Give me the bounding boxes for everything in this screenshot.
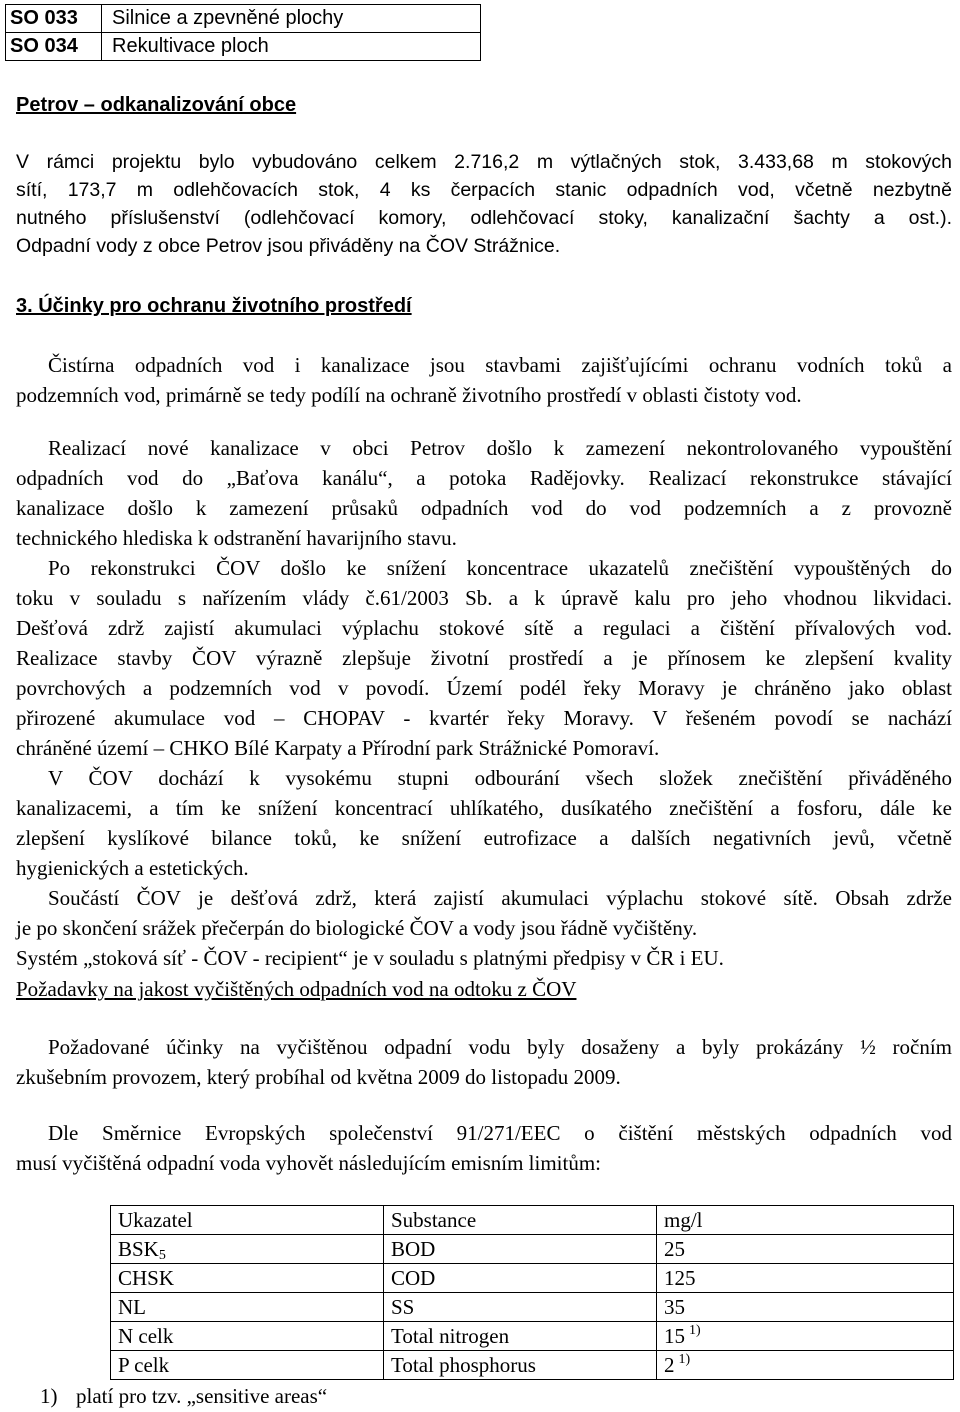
paragraph-line: musí vyčištěná odpadní voda vyhovět následujícím emisním limitům: (16, 1151, 602, 1175)
paragraph-line: Dle Směrnice Evropských společenství 91/271/EEC o čištění městských odpadních vod (48, 1121, 952, 1145)
paragraph-line: zkušebním provozem, který probíhal od května 2009 do listopadu 2009. (16, 1065, 621, 1089)
table-row (111, 1235, 954, 1264)
section3-paragraph-2 (16, 433, 952, 973)
footnote-number: 1) (40, 1384, 58, 1408)
paragraph-line: technického hlediska k odstranění havarijního stavu. (16, 526, 457, 550)
paragraph-line: odpadních vod do „Baťova kanálu“, a potoka Radějovky. Realizací rekonstrukce stávající (16, 466, 952, 490)
paragraph-line: chráněné území – CHKO Bílé Karpaty a Přírodní park Strážnické Pomoraví. (16, 736, 660, 760)
column-header: mg/l (657, 1206, 954, 1235)
paragraph-line: kanalizacemi, a tím ke snížení koncentrací uhlíkatého, dusíkatého znečištění a fosforu, dále ke (16, 796, 952, 820)
paragraph-line: je po skončení srážek přečerpán do biologické ČOV a vody jsou řádně vyčištěny. (16, 916, 698, 940)
footnote-text: platí pro tzv. „sensitive areas“ (76, 1384, 328, 1408)
requirements-heading: Požadavky na jakost vyčištěných odpadních vod na odtoku z ČOV (16, 977, 577, 1001)
table-row (111, 1264, 954, 1293)
so-table (5, 4, 481, 61)
paragraph-line: sítí, 173,7 m odlehčovacích stok, 4 ks čerpacích stanic odpadních vod, včetně nezbytně (16, 179, 952, 201)
paragraph-line: povrchových a podzemních vod v povodí. Území podél řeky Moravy je chráněno jako oblast (16, 676, 952, 700)
paragraph-line: Dešťová zdrž zajistí akumulaci výplachu stokové sítě a regulaci a čištění přívalových vod. (16, 616, 952, 640)
table-row (111, 1293, 954, 1322)
paragraph-line: V ČOV dochází k vysokému stupni odbourání všech složek znečištění přiváděného (48, 766, 952, 790)
table-row (111, 1322, 954, 1351)
paragraph-line: přirozené akumulace vod – CHOPAV - kvartér řeky Moravy. V řešeném povodí se nachází (16, 706, 952, 730)
ukazatel-text: BSK (118, 1237, 159, 1261)
paragraph-line: Odpadní vody z obce Petrov jsou přiváděny na ČOV Strážnice. (16, 235, 561, 257)
paragraph-line: Požadované účinky na vyčištěnou odpadní vodu byly dosaženy a byly prokázány ½ ročním (48, 1035, 952, 1059)
footnote (40, 1384, 327, 1409)
section3-heading: 3. Účinky pro ochranu životního prostředí (16, 295, 412, 317)
substance-cell: BOD (384, 1235, 657, 1264)
ukazatel-cell: CHSK (111, 1264, 384, 1293)
substance-cell: SS (384, 1293, 657, 1322)
paragraph-line: zlepšení kyslíkové bilance toků, ke snížení eutrofizace a dalších negativních jevů, včetně (16, 826, 952, 850)
so-code: SO 034 (6, 33, 102, 61)
paragraph-line: Čistírna odpadních vod i kanalizace jsou stavbami zajišťujícími ochranu vodních toků a (48, 353, 952, 377)
paragraph-line: toku v souladu s nařízením vlády č.61/2003 Sb. a k úpravě kalu pro jeho vhodnou likvidaci. (16, 586, 952, 610)
ukazatel-cell: P celk (111, 1351, 384, 1380)
paragraph-line: Součástí ČOV je dešťová zdrž, která zajistí akumulaci výplachu stokové sítě. Obsah zdrže (48, 886, 952, 910)
paragraph-line: Realizací nové kanalizace v obci Petrov došlo k zamezení nekontrolovaného vypouštění (48, 436, 952, 460)
ukazatel-cell: N celk (111, 1322, 384, 1351)
footnote-ref: 1) (678, 1352, 691, 1367)
petrov-paragraph (16, 148, 952, 260)
table-row (111, 1351, 954, 1380)
paragraph-line: Po rekonstrukci ČOV došlo ke snížení koncentrace ukazatelů znečištění vypouštěných do (48, 556, 952, 580)
substance-cell: COD (384, 1264, 657, 1293)
value-text: 15 (664, 1324, 685, 1348)
table-header-row (111, 1206, 954, 1235)
so-table-row (6, 33, 481, 61)
value-cell (657, 1322, 954, 1351)
ukazatel-subscript: 5 (158, 1248, 166, 1263)
value-cell (657, 1351, 954, 1380)
emission-limits-table (110, 1205, 954, 1380)
ukazatel-cell (111, 1235, 384, 1264)
petrov-heading: Petrov – odkanalizování obce (16, 94, 297, 116)
value-text: 25 (664, 1237, 685, 1261)
paragraph-line: Realizace stavby ČOV výrazně zlepšuje životní prostředí a je přínosem ke zlepšení kvality (16, 646, 952, 670)
paragraph-line: hygienických a estetických. (16, 856, 249, 880)
substance-cell: Total phosphorus (384, 1351, 657, 1380)
paragraph-line: nutného příslušenství (odlehčovací komory, odlehčovací stoky, kanalizační šachty a ost.). (16, 207, 952, 229)
value-cell: 125 (657, 1264, 954, 1293)
so-table-row (6, 5, 481, 33)
value-text: 2 (664, 1353, 675, 1377)
value-cell (657, 1235, 954, 1264)
ukazatel-cell: NL (111, 1293, 384, 1322)
section3-paragraph-1 (16, 350, 952, 410)
paragraph-line: V rámci projektu bylo vybudováno celkem 2.716,2 m výtlačných stok, 3.433,68 m stokových (16, 151, 952, 173)
so-name: Silnice a zpevněné plochy (102, 5, 481, 33)
so-name: Rekultivace ploch (102, 33, 481, 61)
requirements-paragraph-1 (16, 1032, 952, 1092)
substance-cell: Total nitrogen (384, 1322, 657, 1351)
requirements-paragraph-2 (16, 1118, 952, 1178)
paragraph-line: kanalizace došlo k zamezení průsaků odpadních vod do vod podzemních a z provozně (16, 496, 952, 520)
value-cell: 35 (657, 1293, 954, 1322)
so-code: SO 033 (6, 5, 102, 33)
column-header: Substance (384, 1206, 657, 1235)
column-header: Ukazatel (111, 1206, 384, 1235)
footnote-ref: 1) (689, 1323, 701, 1338)
paragraph-line: Systém „stoková síť - ČOV - recipient“ je v souladu s platnými předpisy v ČR i EU. (16, 946, 724, 970)
paragraph-line: podzemních vod, primárně se tedy podílí na ochraně životního prostředí v oblasti čistoty vod. (16, 383, 802, 407)
